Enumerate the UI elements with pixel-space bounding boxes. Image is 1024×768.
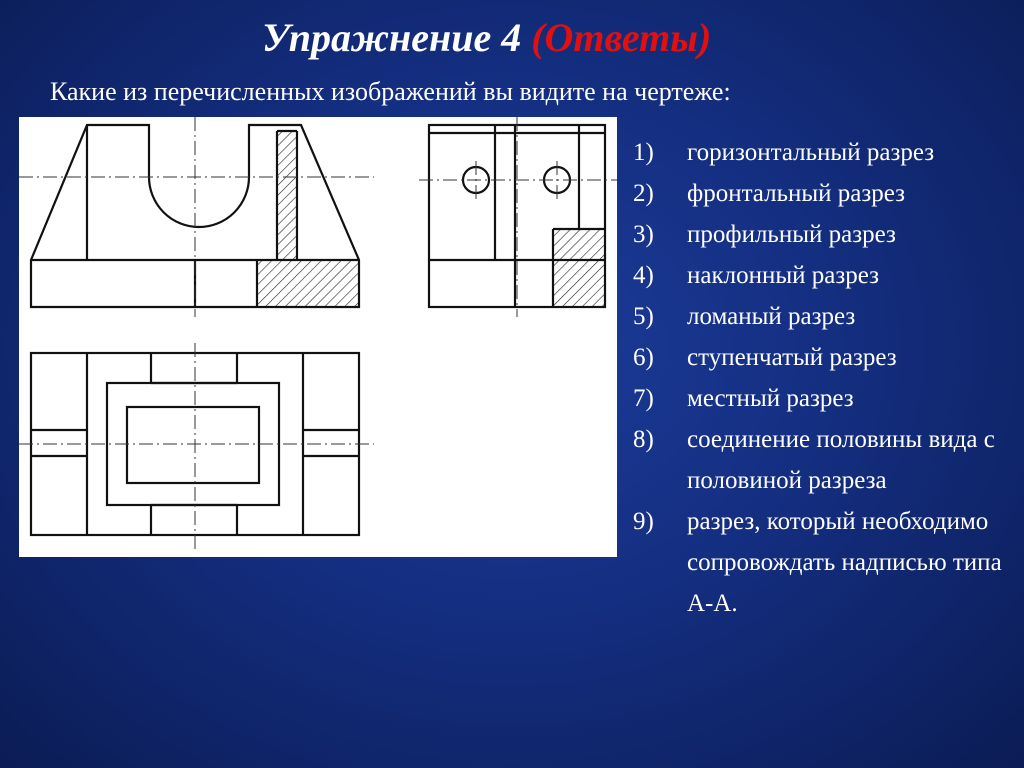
answer-list: [633, 132, 1013, 624]
answer-number: 5): [633, 303, 654, 330]
front-section-hatch: [257, 131, 359, 307]
answer-text: наклонный разрез: [687, 262, 880, 289]
answer-number: 1): [633, 139, 654, 166]
answer-number: 9): [633, 508, 654, 535]
answer-text: горизонтальный разрез: [687, 139, 935, 166]
answer-text: соединение половины вида с половиной разреза: [687, 426, 995, 494]
title-main: Упражнение 4: [262, 15, 522, 60]
answer-item: [633, 378, 1013, 419]
slide-title: [262, 14, 711, 61]
title-accent: (Ответы): [531, 15, 712, 60]
answer-item: [633, 173, 1013, 214]
answer-item: [633, 337, 1013, 378]
answer-text: ступенчатый разрез: [687, 344, 897, 371]
answer-text: ломаный разрез: [687, 303, 856, 330]
answer-item: [633, 296, 1013, 337]
answer-number: 4): [633, 262, 654, 289]
answer-item: [633, 255, 1013, 296]
side-section-hatch: [553, 229, 605, 307]
answer-item: [633, 501, 1013, 624]
answer-item: [633, 214, 1013, 255]
technical-drawing: [19, 117, 617, 557]
answer-item: [633, 419, 1013, 501]
answer-number: 8): [633, 426, 654, 453]
answer-number: 3): [633, 221, 654, 248]
answer-text: профильный разрез: [687, 221, 896, 248]
center-lines: [19, 117, 617, 549]
answer-number: 7): [633, 385, 654, 412]
answer-number: 6): [633, 344, 654, 371]
answer-number: 2): [633, 180, 654, 207]
question-text: Какие из перечисленных изображений вы видите на чертеже:: [50, 77, 731, 106]
answer-text: местный разрез: [687, 385, 854, 412]
answer-text: разрез, который необходимо сопровождать надписью типа А-А.: [687, 508, 1002, 617]
answer-text: фронтальный разрез: [687, 180, 906, 207]
answer-item: [633, 132, 1013, 173]
